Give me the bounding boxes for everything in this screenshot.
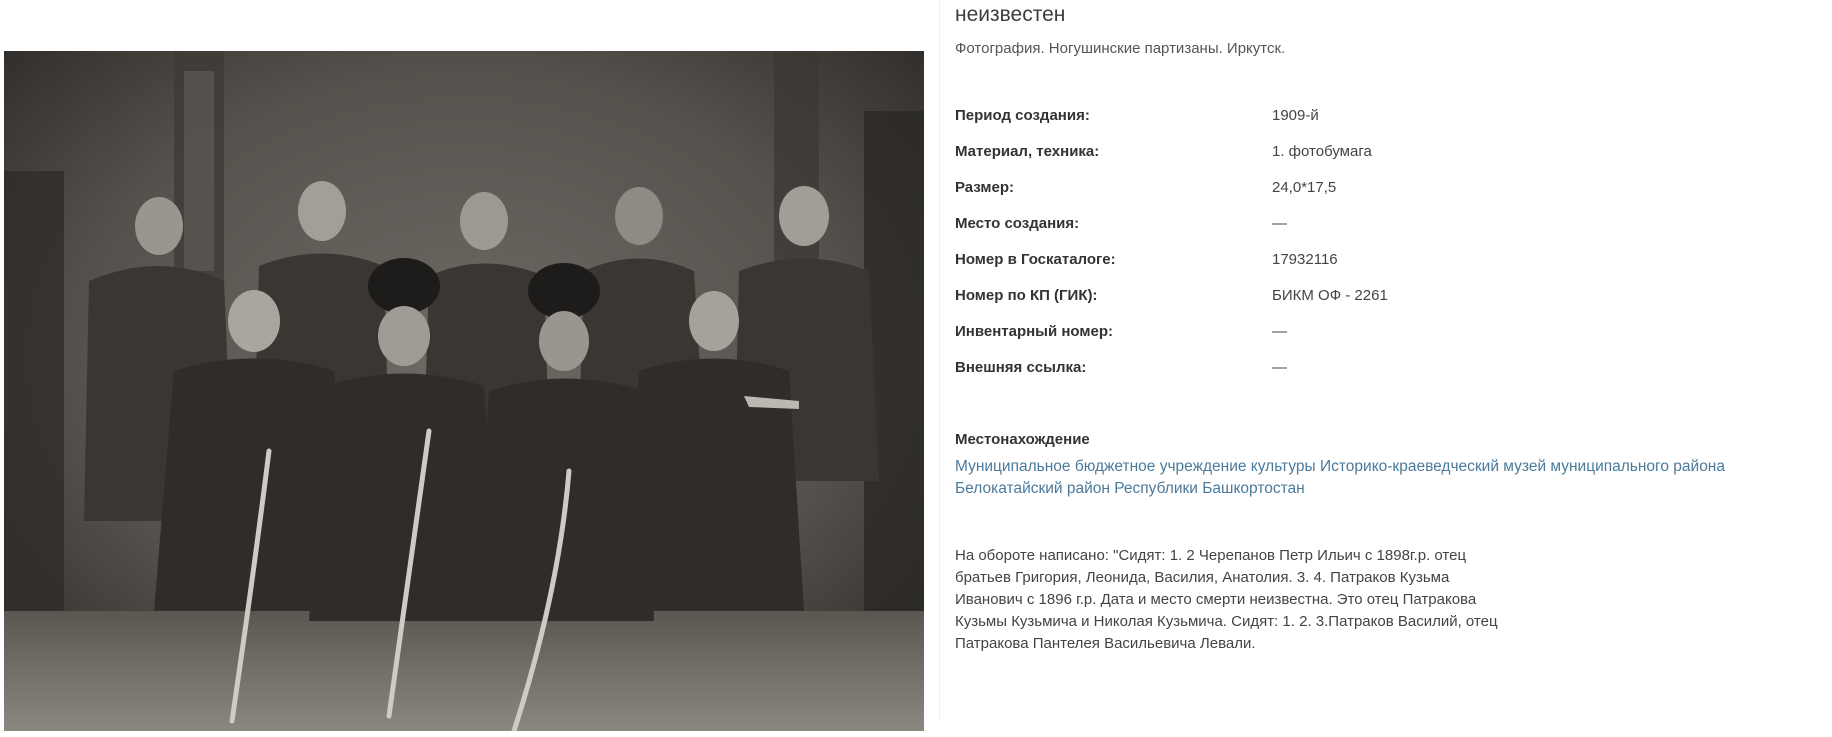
- property-row-inventory: [955, 320, 1555, 356]
- property-label: Период создания:: [955, 107, 1090, 124]
- author-name: неизвестен: [955, 3, 1066, 26]
- property-value: —: [1272, 215, 1287, 232]
- property-label: Номер в Госкаталоге:: [955, 251, 1116, 268]
- description-line: Кузьмы Кузьмича и Николая Кузьмича. Сидят: 1. 2. 3.Патраков Василий, отец: [955, 613, 1498, 630]
- property-value: 17932116: [1272, 251, 1338, 268]
- property-row-material: [955, 140, 1555, 176]
- description-text: [955, 545, 1575, 655]
- property-value: —: [1272, 359, 1287, 376]
- property-label: Номер по КП (ГИК):: [955, 287, 1098, 304]
- property-label: Инвентарный номер:: [955, 323, 1113, 340]
- description-line: Патракова Пантелея Васильевича Левали.: [955, 635, 1256, 652]
- property-value: 1909-й: [1272, 107, 1319, 124]
- description-line: На обороте написано: "Сидят: 1. 2 Черепанов Петр Ильич с 1898г.р. отец: [955, 547, 1467, 564]
- property-row-size: [955, 176, 1555, 212]
- property-label: Материал, техника:: [955, 143, 1100, 160]
- museum-link[interactable]: Муниципальное бюджетное учреждение культуры Историко-краеведческий музей муниципального района Белокатайский район Республики Башкортостан: [955, 458, 1725, 497]
- property-label: Размер:: [955, 179, 1015, 196]
- group-portrait-image: [4, 51, 924, 731]
- record-caption: Фотография. Ногушинские партизаны. Иркутск.: [955, 40, 1286, 57]
- property-value: 1. фотобумага: [1272, 143, 1372, 160]
- museum-photo[interactable]: [4, 51, 924, 731]
- property-label: Место создания:: [955, 215, 1080, 232]
- property-row-place: [955, 212, 1555, 248]
- property-row-kp-number: [955, 284, 1555, 320]
- description-line: Иванович с 1896 г.р. Дата и место смерти неизвестна. Это отец Патракова: [955, 591, 1477, 608]
- property-value: —: [1272, 323, 1287, 340]
- property-label: Внешняя ссылка:: [955, 359, 1087, 376]
- property-row-external-link: [955, 356, 1555, 392]
- description-line: братьев Григория, Леонида, Василия, Анатолия. 3. 4. Патраков Кузьма: [955, 569, 1450, 586]
- properties-list: [955, 104, 1555, 392]
- property-value: БИКМ ОФ - 2261: [1272, 287, 1388, 304]
- panel-divider: [939, 0, 940, 720]
- property-row-goscatalog: [955, 248, 1555, 284]
- property-row-period: [955, 104, 1555, 140]
- location-heading: Местонахождение: [955, 431, 1090, 448]
- property-value: 24,0*17,5: [1272, 179, 1337, 196]
